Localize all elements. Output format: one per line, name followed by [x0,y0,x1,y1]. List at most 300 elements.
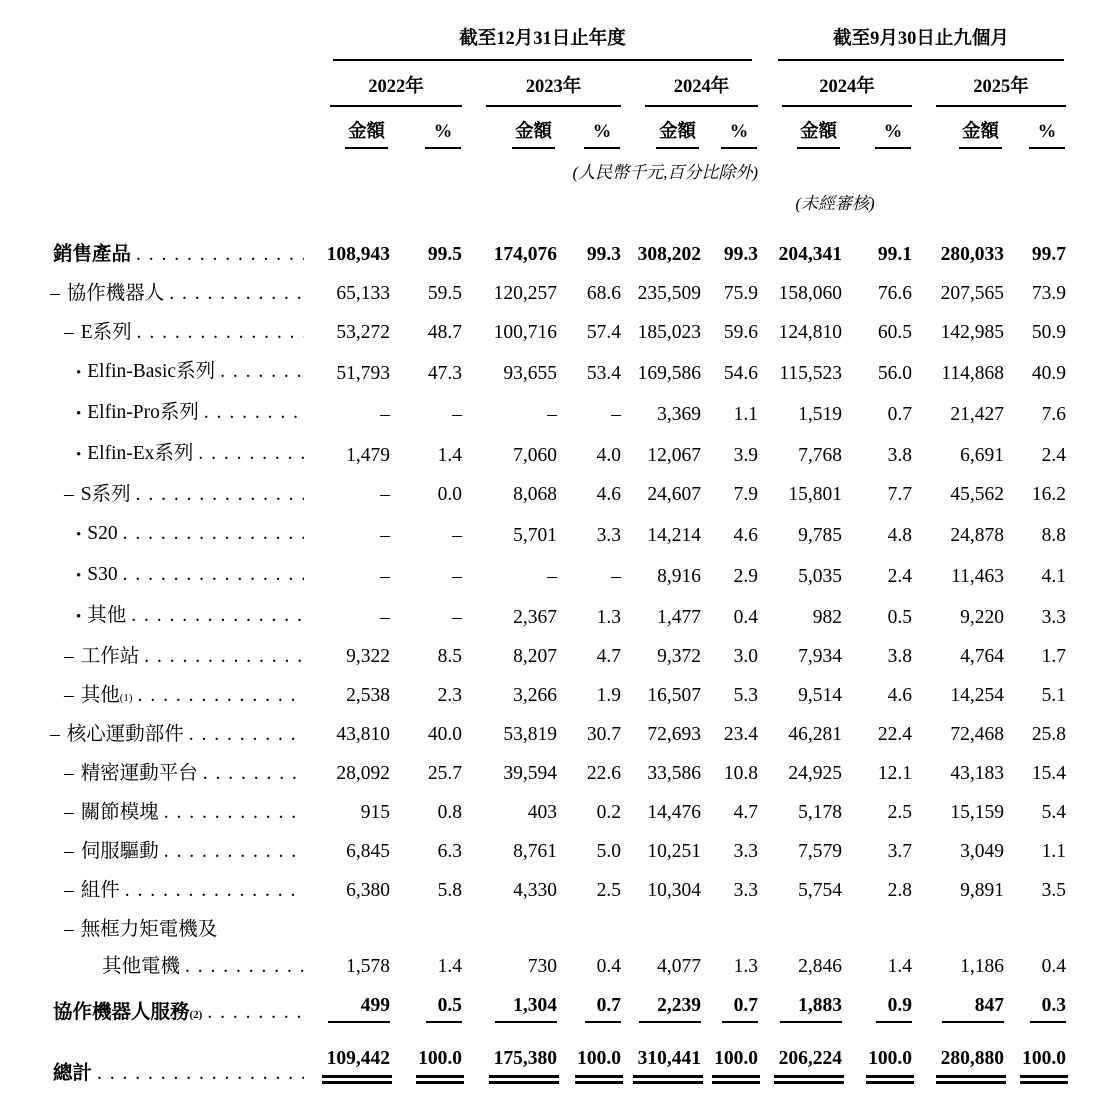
row-label-text: E系列 [80,322,132,343]
table-row [40,754,1066,793]
cell-value: 3.5 [1041,880,1067,901]
cell-value: 280,880 [938,1048,1004,1084]
amount-cell [621,986,701,1032]
cell-value: 14,254 [950,685,1005,706]
percent-cell [390,514,462,555]
year-label: 2023年 [486,61,621,107]
cell-value: 915 [360,802,390,823]
cell-value: 3,266 [513,685,557,706]
amount-cell [912,555,1004,596]
amount-cell [758,393,842,434]
row-label: – 其他 (1) . . . [40,676,306,715]
cell-value: 100.0 [868,1048,912,1084]
year-label: 2024年 [782,61,912,107]
cell-value: 0.2 [596,802,621,823]
cell-value: 0.4 [1041,956,1067,977]
cell-value: 310,441 [635,1048,701,1084]
cell-value: 9,785 [798,525,843,546]
period-group-annual [306,24,758,61]
amount-cell [462,313,557,352]
percent-cell [390,313,462,352]
table-row [40,910,1066,986]
cell-value: 1,186 [960,956,1005,977]
cell-value: 235,509 [637,283,701,304]
percent-cell [842,676,912,715]
cell-value: 0.3 [1030,995,1066,1023]
row-label [40,832,306,871]
dot-leader [189,724,304,745]
cell-value: 1.3 [596,607,621,628]
cell-value: 12,067 [647,445,701,466]
dash-marker: – [64,919,74,940]
cell-value: 59.5 [427,283,462,304]
percent-cell [1004,715,1066,754]
amount-cell [912,475,1004,514]
cell-value: 8,068 [513,484,557,505]
cell-value: 0.4 [733,607,759,628]
row-label [40,274,306,313]
cell-value: 2,239 [639,995,701,1023]
cell-value: 109,442 [324,1048,390,1084]
row-label-text: S30 [87,564,118,585]
amount-cell [758,871,842,910]
cell-value: 6,691 [960,445,1005,466]
row-label-text: 協作機器人 [66,283,165,304]
row-label [40,555,306,596]
amount-cell [462,793,557,832]
amount-cell [758,514,842,555]
amount-cell [912,393,1004,434]
amount-cell [462,596,557,637]
percent-cell [701,793,758,832]
cell-value: 28,092 [336,763,390,784]
percent-cell [842,555,912,596]
percent-cell [557,676,621,715]
amount-cell [912,596,1004,637]
cell-value: 4.7 [733,802,759,823]
percent-cell [701,352,758,393]
row-label-text: 無框力矩電機及 [80,919,218,940]
cell-value: 100.0 [1022,1048,1066,1084]
cell-value: 0.7 [585,995,621,1023]
percent-cell [1004,313,1066,352]
cell-value: 12.1 [877,763,913,784]
amount-cell [462,434,557,475]
amount-column-header: 金額 [912,107,1004,149]
period-group-row [40,24,1066,61]
amount-cell [758,715,842,754]
cell-value: 114,868 [941,363,1005,384]
percent-cell [557,214,621,274]
percent-cell [1004,475,1066,514]
table-row [40,871,1066,910]
cell-value: 7,768 [798,445,843,466]
dot-leader [203,763,304,784]
row-label-text: 其他電機 [102,956,181,977]
dash-marker: – [50,724,60,745]
cell-value: 4.6 [733,525,759,546]
amount-cell [758,832,842,871]
percent-cell [1004,832,1066,871]
cell-value: 11,463 [951,566,1005,587]
bullet-marker: • [76,406,82,422]
dot-leader [136,484,304,505]
period-group-label: 截至12月31日止年度 [333,24,752,61]
amount-cell [912,1032,1004,1093]
row-label-text: 核心運動部件 [66,724,184,745]
cell-value: 21,427 [950,404,1005,425]
percent-cell [1004,910,1066,986]
amount-cell [462,676,557,715]
period-group-label: 截至9月30日止九個月 [778,24,1064,61]
table-row [40,596,1066,637]
cell-value: 206,224 [776,1048,842,1084]
amount-cell [621,676,701,715]
cell-value: 4.8 [887,525,913,546]
percent-cell [557,555,621,596]
amount-cell [462,1032,557,1093]
cell-value: 40.9 [1031,363,1067,384]
dot-leader [136,244,304,265]
table-header [40,24,1066,214]
percent-cell [701,475,758,514]
cell-value: 5.1 [1041,685,1067,706]
cell-value: 2.5 [596,880,621,901]
cell-value: 175,380 [491,1048,557,1084]
amount-cell [306,793,390,832]
amount-cell [621,274,701,313]
bullet-marker: • [76,527,82,543]
cell-value: 43,810 [336,724,390,745]
cell-value: 6,845 [346,841,390,862]
cell-value: 5.0 [596,841,621,862]
cell-value: 16,507 [647,685,701,706]
amount-cell [758,637,842,676]
row-label-text: Elfin-Pro系列 [87,402,199,423]
percent-cell [701,637,758,676]
amount-cell [912,313,1004,352]
cell-value: 99.1 [877,244,913,265]
row-label-text: 工作站 [80,646,140,667]
amount-cell [758,676,842,715]
dash-marker: – [50,283,60,304]
subheader-row [40,107,1066,149]
percent-cell [1004,676,1066,715]
percent-cell [842,313,912,352]
unit-note: (人民幣千元,百分比除外) [572,163,759,182]
percent-cell [701,986,758,1032]
cell-value: 4.1 [1041,566,1067,587]
dash-marker: – [64,841,74,862]
year-label: 2024年 [645,61,758,107]
cell-value: 5,035 [798,566,843,587]
amount-cell [306,352,390,393]
percent-cell [557,793,621,832]
cell-value: – [380,404,390,425]
amount-column-header: 金額 [306,107,390,149]
cell-value: 50.9 [1031,322,1067,343]
percent-cell [557,434,621,475]
percent-cell [557,313,621,352]
table-row [40,313,1066,352]
table-row [40,274,1066,313]
cell-value: 99.7 [1031,244,1067,265]
cell-value: 53,272 [336,322,390,343]
cell-value: 9,514 [798,685,843,706]
year-row [40,61,1066,107]
cell-value: 8,916 [657,566,701,587]
dot-leader [220,361,304,382]
amount-cell [912,676,1004,715]
cell-value: – [380,484,390,505]
amount-cell [306,1032,390,1093]
cell-value: 45,562 [950,484,1005,505]
percent-cell [1004,434,1066,475]
amount-cell [621,313,701,352]
amount-cell [306,754,390,793]
row-label [40,871,306,910]
amount-cell [306,274,390,313]
table-row [40,555,1066,596]
row-label [40,910,306,986]
cell-value: 6.3 [437,841,462,862]
cell-value: 4.6 [887,685,913,706]
label-column-header-empty [40,61,306,107]
amount-cell [621,514,701,555]
percent-cell [390,393,462,434]
amount-cell [621,793,701,832]
cell-value: 1,304 [495,995,557,1023]
cell-value: 56.0 [877,363,913,384]
cell-value: 0.7 [722,995,758,1023]
percent-column-header: % [390,107,462,149]
row-label-text: 其他 [80,685,120,706]
percent-cell [557,352,621,393]
percent-cell [1004,793,1066,832]
cell-value: 3.0 [733,646,759,667]
cell-value: 72,468 [950,724,1005,745]
cell-value: 3.3 [733,841,759,862]
cell-value: 5,754 [798,880,843,901]
cell-value: 43,183 [950,763,1005,784]
dot-leader [131,605,304,626]
cell-value: 60.5 [877,322,913,343]
cell-value: 15,159 [950,802,1005,823]
cell-value: 9,220 [960,607,1005,628]
amount-cell [621,754,701,793]
cell-value: – [380,566,390,587]
cell-value: 4,330 [513,880,557,901]
row-label [40,214,306,274]
percent-cell [557,986,621,1032]
year-header-9m-2024 [758,61,912,107]
cell-value: 3.7 [887,841,913,862]
cell-value: 185,023 [637,322,701,343]
cell-value: – [547,566,557,587]
percent-cell [557,637,621,676]
percent-cell [557,475,621,514]
cell-value: 403 [527,802,557,823]
cell-value: 100,716 [493,322,557,343]
percent-cell [390,715,462,754]
amount-cell [758,793,842,832]
bullet-marker: • [76,365,82,381]
amount-cell [306,475,390,514]
amount-cell [758,1032,842,1093]
cell-value: 280,033 [940,244,1005,265]
cell-value: 730 [527,956,557,977]
dot-leader [198,443,304,464]
cell-value: 76.6 [877,283,913,304]
cell-value: 2.5 [887,802,913,823]
cell-value: 5.4 [1041,802,1067,823]
table-row [40,637,1066,676]
cell-value: 14,476 [647,802,701,823]
percent-cell [1004,637,1066,676]
row-label-text: S20 [87,523,118,544]
cell-value: 1.9 [596,685,621,706]
percent-cell [557,514,621,555]
dot-leader [144,646,304,667]
row-label [40,754,306,793]
amount-cell [306,555,390,596]
percent-cell [390,1032,462,1093]
percent-cell [390,352,462,393]
table-row [40,475,1066,514]
cell-value: 15,801 [788,484,843,505]
cell-value: 25.8 [1031,724,1067,745]
percent-cell [390,910,462,986]
row-label: 協作機器人服務 (2) . . . [40,986,306,1032]
cell-value: 75.9 [723,283,759,304]
row-label-text: S系列 [80,484,131,505]
row-label-text: 銷售產品 [53,244,132,265]
dot-leader [123,523,304,544]
cell-value: 24,878 [950,525,1005,546]
percent-cell [842,715,912,754]
percent-column-header: % [842,107,912,149]
amount-cell [462,475,557,514]
row-label [40,596,306,637]
percent-cell [557,754,621,793]
percent-cell [390,754,462,793]
percent-cell [842,871,912,910]
cell-value: 3.3 [1041,607,1067,628]
cell-value: – [380,607,390,628]
percent-column-header: % [557,107,621,149]
percent-cell [842,637,912,676]
cell-value: 158,060 [778,283,843,304]
cell-value: 3.3 [733,880,759,901]
cell-value: 100.0 [714,1048,758,1084]
year-label: 2022年 [330,61,462,107]
percent-cell [557,393,621,434]
row-label [40,393,306,434]
cell-value: 2.8 [887,880,913,901]
row-label [40,514,306,555]
percent-cell [390,637,462,676]
cell-value: 4,077 [657,956,701,977]
percent-cell [701,715,758,754]
amount-cell [912,793,1004,832]
row-label [40,313,306,352]
amount-cell [462,274,557,313]
cell-value: 3.8 [887,445,913,466]
row-label-text: 其他 [87,605,127,626]
cell-value: 10,251 [647,841,701,862]
amount-cell [912,871,1004,910]
row-label [40,434,306,475]
amount-cell [912,214,1004,274]
cell-value: 142,985 [940,322,1005,343]
percent-cell [842,434,912,475]
cell-value: 39,594 [503,763,557,784]
cell-value: 169,586 [637,363,701,384]
percent-cell [842,274,912,313]
amount-cell [306,910,390,986]
cell-value: 7,934 [798,646,843,667]
cell-value: 48.7 [427,322,462,343]
amount-cell [462,514,557,555]
amount-cell [912,352,1004,393]
amount-cell [462,637,557,676]
row-label-text: 關節模塊 [80,802,159,823]
cell-value: 23.4 [723,724,759,745]
percent-column-header: % [701,107,758,149]
amount-cell [912,715,1004,754]
cell-value: 1.7 [1041,646,1067,667]
cell-value: 14,214 [647,525,701,546]
cell-value: 72,693 [647,724,701,745]
percent-cell [390,676,462,715]
amount-cell [306,313,390,352]
amount-cell [758,313,842,352]
unaudited-note: (未經審核) [795,194,875,213]
percent-cell [842,514,912,555]
year-header-2022 [306,61,462,107]
bullet-marker: • [76,568,82,584]
percent-cell [1004,555,1066,596]
cell-value: 3.8 [887,646,913,667]
cell-value: – [452,404,462,425]
unaudited-note-row [40,183,1066,214]
cell-value: 7,579 [798,841,843,862]
percent-cell [557,832,621,871]
label-column-header-empty [40,24,306,61]
percent-cell [701,832,758,871]
cell-value: 847 [942,995,1004,1023]
cell-value: 4.7 [596,646,621,667]
cell-value: 73.9 [1031,283,1067,304]
cell-value: 5,178 [798,802,843,823]
amount-cell [462,832,557,871]
row-label [40,1032,306,1093]
percent-cell [701,1032,758,1093]
amount-cell [462,352,557,393]
percent-cell [390,475,462,514]
cell-value: 1.4 [437,956,462,977]
percent-cell [842,754,912,793]
percent-cell [1004,871,1066,910]
percent-cell [701,214,758,274]
amount-cell [621,393,701,434]
cell-value: – [611,404,621,425]
table-row [40,393,1066,434]
cell-value: 9,372 [657,646,701,667]
amount-cell [621,475,701,514]
percent-column-header: % [1004,107,1066,149]
cell-value: 25.7 [427,763,462,784]
